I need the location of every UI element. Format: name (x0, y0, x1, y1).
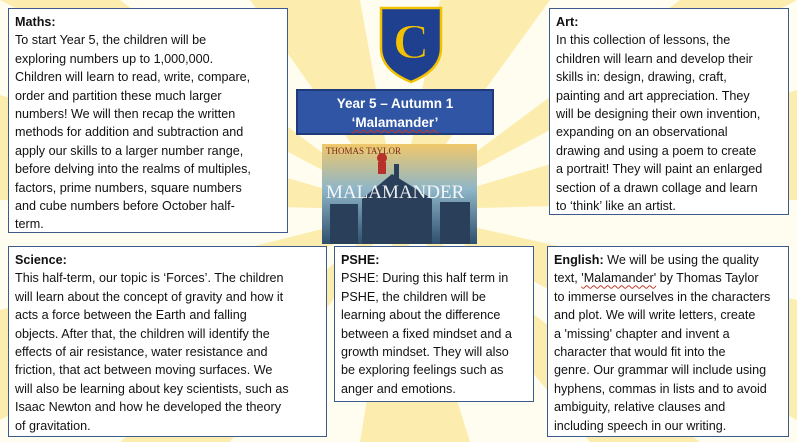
pshe-panel (334, 246, 534, 402)
english-line: character that would fit into the (554, 345, 726, 360)
maths-line: apply our skills to a larger number range, (15, 143, 244, 158)
science-line: Isaac Newton and how he developed the theory (15, 400, 282, 415)
english-line: genre. Our grammar will include using (554, 363, 767, 378)
maths-line: order and partition these much larger (15, 88, 222, 103)
maths-line: To start Year 5, the children will be (15, 33, 207, 48)
english-line: ambiguity, relative clauses and (554, 400, 726, 415)
art-line: children will learn and develop their (556, 51, 753, 66)
art-line: In this collection of lessons, the (556, 33, 731, 48)
maths-heading: Maths: (15, 15, 56, 29)
art-line: to ‘think’ like an artist. (556, 199, 676, 214)
maths-line: numbers! We will then recap the written (15, 107, 236, 122)
science-line: acts a force between the Earth and falling (15, 308, 247, 323)
art-line: painting and art appreciation. They (556, 88, 750, 103)
book-cover-image (322, 144, 477, 244)
art-line: section of a drawn collage and learn (556, 180, 758, 195)
pshe-line: learning about the difference (341, 308, 501, 323)
maths-line: Children will learn to read, write, compare, (15, 70, 251, 85)
cover-author: THOMAS TAYLOR (326, 146, 402, 156)
pshe-heading: PSHE: (341, 253, 380, 267)
maths-line: methods for addition and subtraction and (15, 125, 244, 140)
english-line: hyphens, commas in lists and to avoid (554, 381, 767, 396)
english-line: and plot. We will write letters, create (554, 308, 756, 323)
title-book: ‘Malamander’ (351, 115, 439, 130)
english-line: to immerse ourselves in the characters (554, 289, 771, 304)
art-line: a portrait! They will paint an enlarged (556, 162, 763, 177)
maths-line: before delving into the realms of multiples, (15, 162, 251, 177)
science-line: will learn about the concept of gravity and how it (15, 289, 284, 304)
maths-panel (8, 8, 288, 233)
maths-line: exploring numbers up to 1,000,000. (15, 51, 214, 66)
art-line: drawing and using a poem to create (556, 143, 757, 158)
art-panel (549, 8, 789, 215)
school-crest-logo (376, 4, 446, 84)
title-term: Year 5 – Autumn 1 (336, 96, 454, 111)
english-line-second (554, 269, 782, 287)
pshe-line: PSHE, the children will be (341, 289, 486, 304)
pshe-line: be exploring feelings such as (341, 363, 504, 378)
science-heading: Science: (15, 253, 67, 267)
crest-letter: C (392, 13, 430, 69)
pshe-line: PSHE: During this half term in (341, 271, 509, 286)
english-line2-post: by Thomas Taylor (656, 271, 759, 286)
science-line: effects of air resistance, water resistance and (15, 345, 268, 360)
english-line1-text: We will be using the quality (603, 253, 759, 267)
maths-line: factors, prime numbers, square numbers (15, 180, 242, 195)
science-line: objects. After that, the children will identify the (15, 326, 270, 341)
art-heading: Art: (556, 15, 579, 29)
english-line-first (554, 251, 782, 269)
cover-title: MALAMANDER (326, 182, 465, 203)
english-line2-pre: text, (554, 271, 582, 286)
science-line: This half-term, our topic is ‘Forces’. The children (15, 271, 284, 286)
page-title-banner (296, 89, 494, 135)
art-line: will be designing their own invention, (556, 107, 761, 122)
english-book-title: 'Malamander' (581, 271, 657, 286)
maths-line: and cube numbers before October half- (15, 199, 235, 214)
english-panel (547, 246, 789, 437)
science-line: will also be learning about key scientists, such as (15, 381, 289, 396)
pshe-line: anger and emotions. (341, 381, 456, 396)
english-heading: English: (554, 253, 604, 267)
science-line: friction, that act between moving surfaces. We (15, 363, 273, 378)
english-line: including speech in our writing. (554, 418, 727, 433)
pshe-line: between a fixed mindset and a (341, 326, 512, 341)
art-line: skills in: design, drawing, craft, (556, 70, 727, 85)
pshe-line: growth mindset. They will also (341, 345, 509, 360)
science-panel (8, 246, 327, 437)
maths-line: term. (15, 217, 44, 232)
english-line: a 'missing' chapter and invent a (554, 326, 730, 341)
art-line: expanding on an observational (556, 125, 728, 140)
science-line: of gravitation. (15, 418, 91, 433)
